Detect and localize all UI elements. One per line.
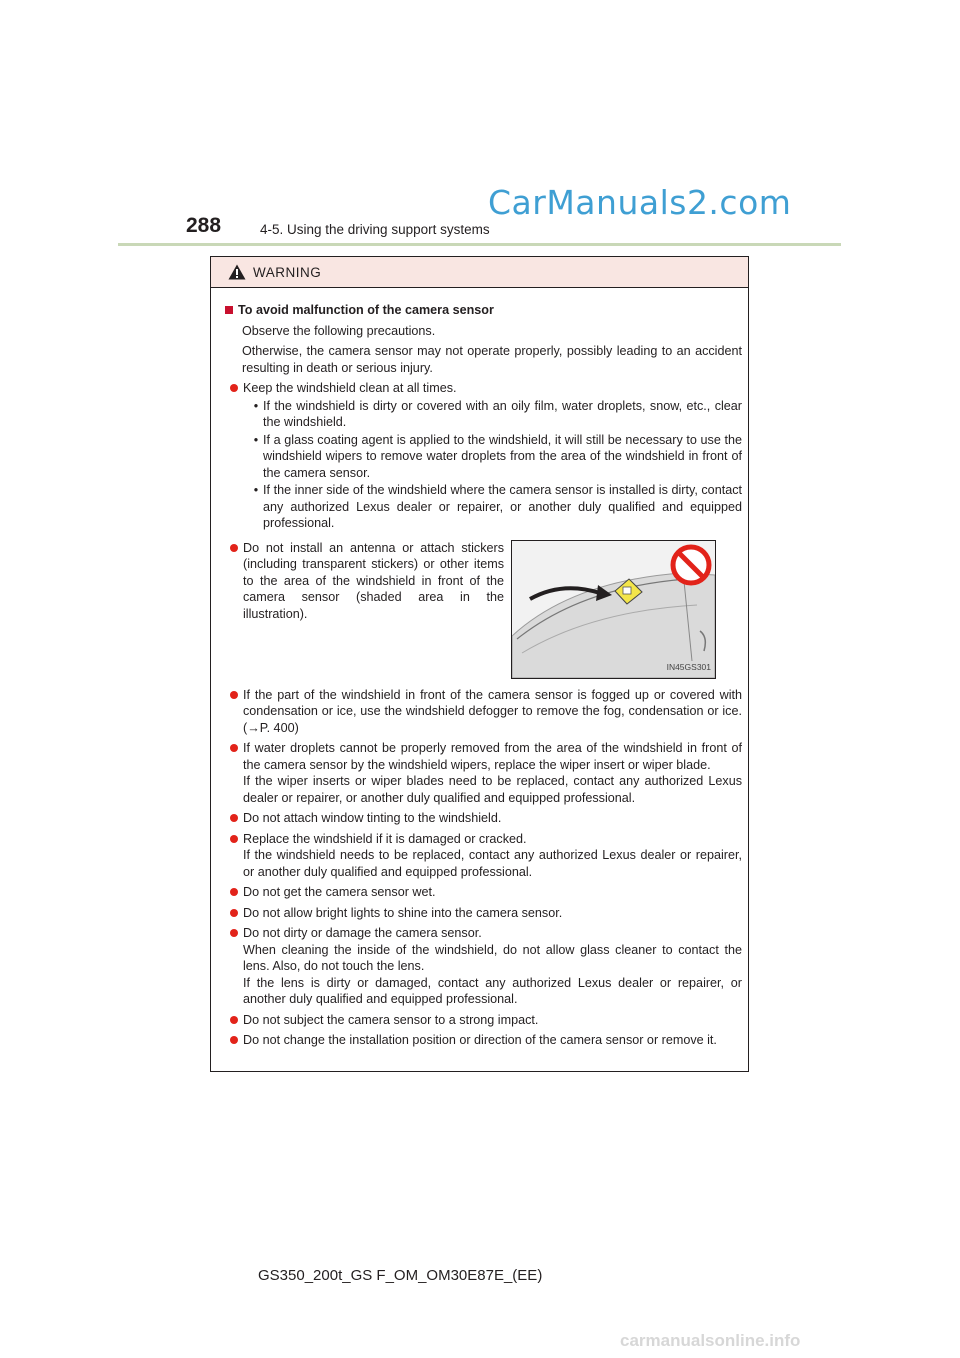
bullet-text: Do not subject the camera sensor to a strong impact.	[243, 1012, 539, 1027]
bullet-dot-icon	[230, 544, 238, 552]
bullet-dot-icon	[230, 888, 238, 896]
bullet-text: Do not allow bright lights to shine into the camera sensor.	[243, 905, 563, 920]
figure-code: IN45GS301	[666, 662, 711, 672]
bullet-item	[224, 831, 742, 881]
bullet-item	[224, 1012, 742, 1029]
bullet-item	[224, 925, 742, 1008]
bullet-item	[224, 380, 742, 397]
watermark-carmanualsonline: carmanualsonline.info	[620, 1331, 801, 1350]
windshield-camera-drawing	[512, 541, 715, 678]
figure-row	[224, 540, 742, 679]
bullet-item	[224, 905, 742, 922]
sub-bullet-item: • If a glass coating agent is applied to the windshield, it will still be necessary to use the windshield wipers to remove water droplets from the area of the windshield in front of the camera sensor.	[253, 432, 742, 480]
warning-triangle-icon	[228, 264, 246, 280]
header-rule	[118, 243, 841, 246]
bullet-dot-icon	[230, 1036, 238, 1044]
bullet-text: Do not dirty or damage the camera sensor. When cleaning the inside of the windshield, do not allow glass cleaner to contact the lens. Also, do not touch the lens. If the lens is dirty or damaged, contact any authorized Lexus dealer or repairer, or another duly qualified and equipped professional.	[243, 926, 742, 1006]
warning-box	[210, 256, 749, 1072]
watermark-carmanuals2: CarManuals2.com	[488, 183, 792, 222]
bullet-dot-icon	[230, 1016, 238, 1024]
section-title: 4-5. Using the driving support systems	[260, 222, 490, 237]
bullet-item	[224, 740, 742, 806]
windshield-illustration	[511, 540, 716, 679]
bullet-text: Do not attach window tinting to the windshield.	[243, 811, 502, 825]
sub-bullet-item: • If the windshield is dirty or covered with an oily film, water droplets, snow, etc., clear the windshield.	[253, 398, 742, 429]
intro-paragraph-2: Otherwise, the camera sensor may not operate properly, possibly leading to an accident resulting in death or serious injury.	[242, 344, 742, 375]
bullet-item	[224, 810, 742, 827]
bullet-dot-icon	[230, 909, 238, 917]
bullet-text: Do not change the installation position or direction of the camera sensor or remove it.	[243, 1033, 717, 1047]
bullet-item	[224, 884, 742, 901]
square-bullet-icon	[225, 306, 233, 314]
bullet-text: Replace the windshield if it is damaged or cracked. If the windshield needs to be replaced, contact any authorized Lexus dealer or repairer, or another duly qualified and equipped professional.	[243, 831, 742, 879]
bullet-text: Do not get the camera sensor wet.	[243, 885, 436, 899]
sub-bullet-text: If the windshield is dirty or covered with an oily film, water droplets, snow, etc., clear the windshield.	[263, 398, 742, 429]
bullet-dot-icon	[230, 835, 238, 843]
sub-bullet-text: If a glass coating agent is applied to the windshield, it will still be necessary to use the windshield wipers to remove water droplets from the area of the windshield in front of the camera sensor.	[263, 432, 742, 480]
bullet-text: If the part of the windshield in front of the camera sensor is fogged up or covered with condensation or ice, use the windshield defogger to remove the fog, condensation or ice. (→P. 400)	[243, 687, 742, 735]
warning-heading	[224, 302, 742, 319]
bullet-item	[224, 540, 504, 623]
bullet-dot-icon	[230, 929, 238, 937]
warning-body	[211, 288, 748, 1049]
bullet-dot-icon	[230, 691, 238, 699]
footer-document-code: GS350_200t_GS F_OM_OM30E87E_(EE)	[258, 1267, 543, 1284]
bullet-item	[224, 1032, 742, 1049]
warning-heading-text: To avoid malfunction of the camera sensor	[238, 303, 494, 317]
bullet-item	[224, 687, 742, 737]
bullet-text: Keep the windshield clean at all times.	[243, 381, 457, 395]
bullet-dot-icon	[230, 814, 238, 822]
warning-header	[211, 257, 748, 288]
bullet-text: If water droplets cannot be properly removed from the area of the windshield in front of the camera sensor by the windshield wipers, replace the wiper insert or wiper blade. If the wiper inserts or wiper blades need to be replaced, contact any authorized Lexus dealer or repairer, or another duly qualified and equipped professional.	[243, 741, 742, 805]
warning-title: WARNING	[253, 264, 322, 280]
intro-paragraph-1: Observe the following precautions.	[242, 323, 436, 338]
bullet-dot-icon	[230, 384, 238, 392]
sub-bullet-text: If the inner side of the windshield where the camera sensor is installed is dirty, contact any authorized Lexus dealer or repairer, or another duly qualified and equipped professional.	[263, 483, 742, 530]
bullet-dot-icon	[230, 744, 238, 752]
bullet-text: Do not install an antenna or attach stickers (including transparent stickers) or other items to the area of the windshield in front of the camera sensor (shaded area in the illustration).	[243, 540, 504, 621]
sub-bullet-item: • If the inner side of the windshield where the camera sensor is installed is dirty, contact any authorized Lexus dealer or repairer, or another duly qualified and equipped professional.	[253, 483, 742, 530]
page-number: 288	[186, 214, 222, 237]
